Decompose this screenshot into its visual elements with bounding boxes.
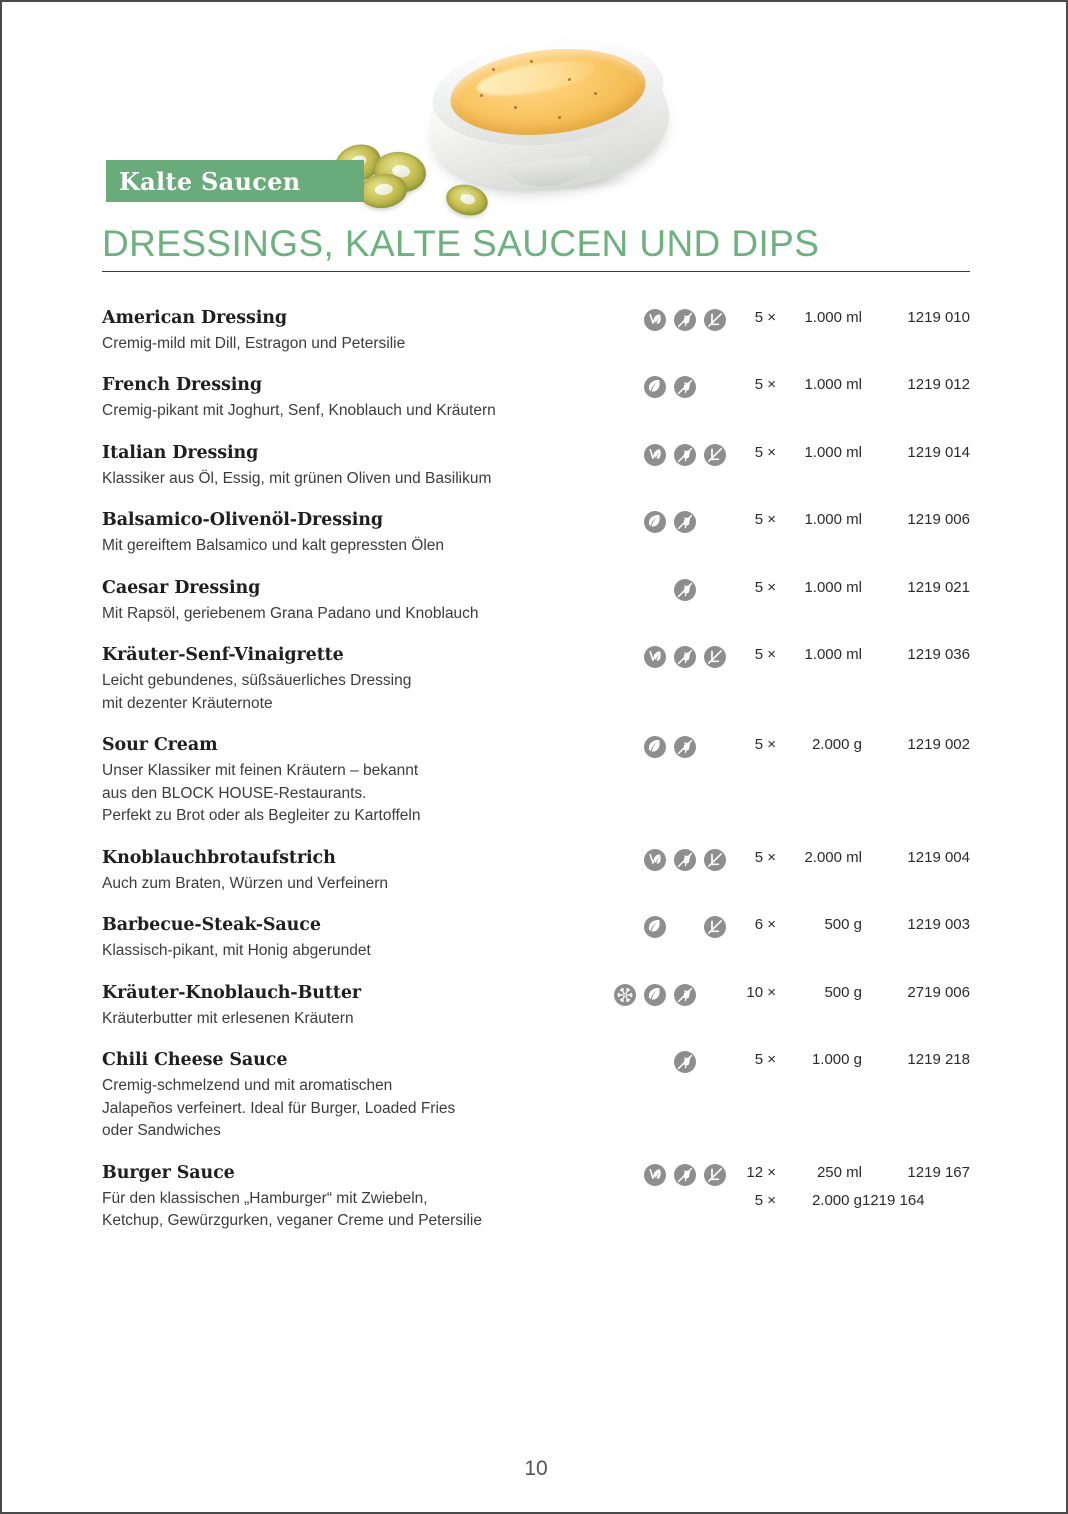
product-attribute-icons <box>614 914 730 938</box>
icon-slot-empty <box>704 984 726 1006</box>
product-attribute-icons <box>614 509 730 533</box>
product-name: Knoblauchbrotaufstrich <box>102 847 336 868</box>
lactose-free-icon <box>704 309 726 331</box>
product-article-number: 1219 010 <box>907 309 970 326</box>
icon-slot-empty <box>644 579 666 601</box>
product-size: 500 g <box>824 983 862 1001</box>
product-article-number: 1219 012 <box>907 376 970 394</box>
product-article-number: 1219 021 <box>907 578 970 596</box>
frozen-icon <box>614 984 636 1006</box>
product-description: Unser Klassiker mit feinen Kräutern – bekannt aus den BLOCK HOUSE-Restaurants. Perfekt zu Brot oder als Begleiter zu Kartoffeln <box>102 762 421 825</box>
title-divider <box>102 271 970 272</box>
vegetarian-badge <box>644 376 666 398</box>
variant-quantity: 5 × <box>754 1191 776 1209</box>
category-tab-label: Kalte Saucen <box>119 166 301 196</box>
lactose-free-icon <box>704 916 726 938</box>
product-article-number: 1219 004 <box>907 848 970 866</box>
vegan-badge <box>644 309 666 331</box>
variant-size: 2.000 g <box>811 1191 862 1209</box>
gluten-free-icon <box>674 1164 696 1186</box>
gluten-free-icon <box>674 849 696 871</box>
product-article-number: 1219 218 <box>907 1051 970 1069</box>
vegetarian-icon <box>644 916 666 938</box>
icon-slot-empty <box>614 309 636 331</box>
product-description: Kräuterbutter mit erlesenen Kräutern <box>102 1009 354 1027</box>
lactose-free-icon <box>704 444 726 466</box>
vegan-icon <box>644 1164 666 1186</box>
icon-slot-empty <box>614 579 636 601</box>
lactose-free-badge <box>704 444 726 466</box>
spice-fleck <box>558 116 561 119</box>
vegetarian-badge <box>644 511 666 533</box>
product-item <box>102 509 970 557</box>
gluten-free-icon <box>674 511 696 533</box>
product-description: Mit gereiftem Balsamico und kalt gepressten Ölen <box>102 537 445 555</box>
product-item <box>102 914 970 962</box>
product-size: 1.000 ml <box>804 646 862 664</box>
product-size: 1.000 ml <box>804 376 862 394</box>
product-quantity: 5 × <box>754 443 776 461</box>
product-attribute-icons <box>614 644 730 668</box>
gluten-free-badge <box>674 849 696 871</box>
product-size: 1.000 ml <box>804 443 862 461</box>
gluten-free-badge <box>674 646 696 668</box>
product-description: Cremig-mild mit Dill, Estragon und Petersilie <box>102 335 406 352</box>
product-quantity: 10 × <box>746 983 776 1001</box>
product-quantity: 6 × <box>754 916 776 934</box>
product-item <box>102 734 970 827</box>
lactose-free-badge <box>704 916 726 938</box>
vegan-badge <box>644 1164 666 1186</box>
product-article-number: 1219 036 <box>907 646 970 664</box>
gluten-free-icon <box>674 646 696 668</box>
product-row <box>102 847 970 871</box>
product-attribute-icons <box>614 1162 730 1186</box>
product-quantity: 12 × <box>746 1163 776 1181</box>
vegan-icon <box>644 646 666 668</box>
category-tab <box>106 160 364 202</box>
lactose-free-icon <box>704 646 726 668</box>
icon-slot-empty <box>614 1164 636 1186</box>
vegan-icon <box>644 444 666 466</box>
gluten-free-badge <box>674 511 696 533</box>
product-row <box>102 982 970 1006</box>
lactose-free-badge <box>704 1164 726 1186</box>
product-name: Burger Sauce <box>102 1162 235 1183</box>
product-row <box>102 1049 970 1073</box>
product-size: 250 ml <box>816 1163 862 1181</box>
product-row <box>102 734 970 758</box>
gluten-free-badge <box>674 309 696 331</box>
vegetarian-icon <box>644 376 666 398</box>
gluten-free-badge <box>674 444 696 466</box>
product-quantity: 5 × <box>754 1051 776 1069</box>
product-item <box>102 374 970 422</box>
icon-slot-empty <box>704 736 726 758</box>
gluten-free-badge <box>674 736 696 758</box>
icon-slot-empty <box>704 376 726 398</box>
product-quantity: 5 × <box>754 376 776 394</box>
gluten-free-icon <box>674 579 696 601</box>
gluten-free-icon <box>674 984 696 1006</box>
spice-fleck <box>492 68 495 71</box>
product-description: Auch zum Braten, Würzen und Verfeinern <box>102 874 389 892</box>
icon-slot-empty <box>674 916 696 938</box>
product-description: Für den klassischen „Hamburger“ mit Zwiebeln, 5 × 2.000 g 1219 164 Ketchup, Gewürzgurken, veganer Creme und Petersilie <box>102 1189 925 1229</box>
product-size: 1.000 g <box>811 1051 862 1069</box>
product-attribute-icons <box>614 577 730 601</box>
gluten-free-icon <box>674 736 696 758</box>
product-description: Cremig-schmelzend und mit aromatischen Jalapeños verfeinert. Ideal für Burger, Loaded Fries oder Sandwiches <box>102 1077 456 1140</box>
gluten-free-badge <box>674 376 696 398</box>
product-size: 1.000 ml <box>804 309 862 326</box>
product-row <box>102 644 970 668</box>
gluten-free-icon <box>674 1051 696 1073</box>
icon-slot-empty <box>614 916 636 938</box>
lactose-free-badge <box>704 309 726 331</box>
product-article-number: 1219 167 <box>907 1163 970 1181</box>
gluten-free-badge <box>674 984 696 1006</box>
product-name: Barbecue-Steak-Sauce <box>102 915 321 936</box>
product-name: Italian Dressing <box>102 442 259 463</box>
product-description: Leicht gebundenes, süßsäuerliches Dressing mit dezenter Kräuternote <box>102 672 412 712</box>
product-item <box>102 442 970 490</box>
product-article-number: 1219 014 <box>907 443 970 461</box>
product-article-number: 1219 003 <box>907 916 970 934</box>
spice-fleck <box>514 106 517 109</box>
product-item <box>102 847 970 895</box>
product-row <box>102 307 970 331</box>
product-item <box>102 644 970 715</box>
product-attribute-icons <box>614 847 730 871</box>
product-name: Sour Cream <box>102 735 218 756</box>
product-attribute-icons <box>614 734 730 758</box>
product-quantity: 5 × <box>754 848 776 866</box>
product-size: 2.000 g <box>811 736 862 754</box>
product-item <box>102 307 970 355</box>
product-attribute-icons <box>614 982 730 1006</box>
vegan-icon <box>644 849 666 871</box>
product-article-number: 1219 006 <box>907 511 970 529</box>
product-attribute-icons <box>614 442 730 466</box>
icon-slot-empty <box>614 1051 636 1073</box>
gluten-free-icon <box>674 444 696 466</box>
product-row <box>102 914 970 938</box>
product-name: French Dressing <box>102 375 263 396</box>
product-quantity: 5 × <box>754 578 776 596</box>
product-size: 1.000 ml <box>804 578 862 596</box>
vegetarian-icon <box>644 736 666 758</box>
spice-fleck <box>480 94 483 97</box>
gluten-free-icon <box>674 309 696 331</box>
product-article-number: 1219 002 <box>907 736 970 754</box>
vegan-badge <box>644 444 666 466</box>
variant-article-number: 1219 164 <box>862 1191 925 1209</box>
icon-slot-empty <box>704 1051 726 1073</box>
vegetarian-icon <box>644 511 666 533</box>
product-item <box>102 577 970 625</box>
product-row <box>102 577 970 601</box>
product-item <box>102 1162 970 1233</box>
icon-slot-empty <box>704 511 726 533</box>
icon-slot-empty <box>614 511 636 533</box>
vegan-icon <box>644 309 666 331</box>
icon-slot-empty <box>644 1051 666 1073</box>
product-list <box>102 307 970 1251</box>
product-row <box>102 509 970 533</box>
product-row <box>102 374 970 398</box>
frozen-badge <box>614 984 636 1006</box>
product-quantity: 5 × <box>754 736 776 754</box>
gluten-free-icon <box>674 376 696 398</box>
icon-slot-empty <box>614 444 636 466</box>
page-title: DRESSINGS, KALTE SAUCEN UND DIPS <box>102 223 820 264</box>
spice-fleck <box>594 92 597 95</box>
product-description: Klassiker aus Öl, Essig, mit grünen Oliven und Basilikum <box>102 469 492 487</box>
product-attribute-icons <box>614 307 730 331</box>
vegetarian-badge <box>644 916 666 938</box>
vegetarian-badge <box>644 984 666 1006</box>
gluten-free-badge <box>674 579 696 601</box>
spice-fleck <box>530 60 533 63</box>
product-size: 2.000 ml <box>804 848 862 866</box>
product-quantity: 5 × <box>754 309 776 326</box>
product-item <box>102 1049 970 1142</box>
lactose-free-badge <box>704 849 726 871</box>
vegetarian-badge <box>644 736 666 758</box>
product-description: Cremig-pikant mit Joghurt, Senf, Knoblauch und Kräutern <box>102 402 496 420</box>
sauce-bowl-photo <box>418 20 678 205</box>
product-name: Balsamico-Olivenöl-Dressing <box>102 510 384 531</box>
product-size: 1.000 ml <box>804 511 862 529</box>
product-attribute-icons <box>614 374 730 398</box>
product-description: Mit Rapsöl, geriebenem Grana Padano und Knoblauch <box>102 604 479 622</box>
lactose-free-icon <box>704 849 726 871</box>
product-name: Caesar Dressing <box>102 577 261 598</box>
spice-fleck <box>568 78 571 81</box>
gluten-free-badge <box>674 1051 696 1073</box>
lactose-free-badge <box>704 646 726 668</box>
product-name: American Dressing <box>102 308 288 328</box>
vegetarian-icon <box>644 984 666 1006</box>
icon-slot-empty <box>614 646 636 668</box>
product-size: 500 g <box>824 916 862 934</box>
vegan-badge <box>644 646 666 668</box>
product-row <box>102 442 970 466</box>
page-number: 10 <box>524 1457 548 1480</box>
product-name: Chili Cheese Sauce <box>102 1050 288 1071</box>
product-description: Klassisch-pikant, mit Honig abgerundet <box>102 942 371 960</box>
product-quantity: 5 × <box>754 511 776 529</box>
product-row <box>102 1162 970 1186</box>
product-attribute-icons <box>614 1049 730 1073</box>
product-name: Kräuter-Senf-Vinaigrette <box>102 645 344 666</box>
product-name: Kräuter-Knoblauch-Butter <box>102 982 362 1003</box>
icon-slot-empty <box>614 736 636 758</box>
gluten-free-badge <box>674 1164 696 1186</box>
product-item <box>102 982 970 1030</box>
icon-slot-empty <box>614 376 636 398</box>
icon-slot-empty <box>614 849 636 871</box>
product-article-number: 2719 006 <box>907 983 970 1001</box>
section-header <box>102 224 970 272</box>
product-quantity: 5 × <box>754 646 776 664</box>
icon-slot-empty <box>704 579 726 601</box>
vegan-badge <box>644 849 666 871</box>
lactose-free-icon <box>704 1164 726 1186</box>
